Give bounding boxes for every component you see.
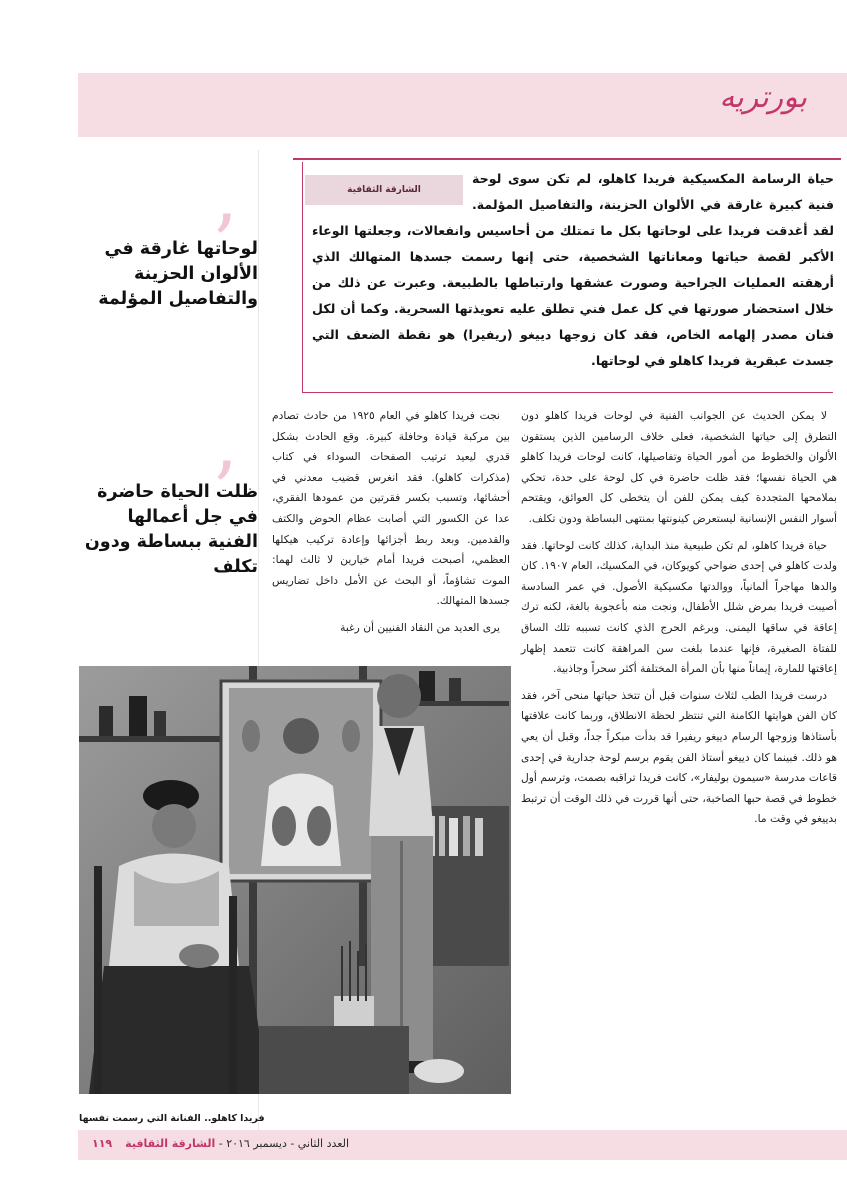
- article-paragraph: يرى العديد من النقاد الفنيين أن رغبة: [340, 620, 500, 634]
- quote-mark-icon: ’: [212, 446, 237, 536]
- intro-top-rule: [293, 158, 841, 160]
- footer-brand: الشارقة الثقافية: [125, 1137, 216, 1150]
- intro-paragraph: [312, 166, 834, 374]
- pull-quote-1: لوحاتها غارقة في الألوان الحزينة والتفاصيل المؤلمة: [98, 239, 258, 309]
- quote-mark-icon: ’: [212, 199, 237, 289]
- frida-kahlo-photo: [79, 666, 511, 1094]
- section-title: بورتريه: [719, 80, 807, 115]
- article-column-middle: [272, 406, 510, 645]
- photo-caption: فريدا كاهلو.. الفنانة التي رسمت نفسها: [79, 1113, 265, 1124]
- page-number: ١١٩: [92, 1137, 113, 1150]
- article-paragraph: لا يمكن الحديث عن الجوانب الفنية في لوحات فريدا كاهلو دون التطرق إلى حياتها الشخصية، فعلى خلاف الرسامين الذين يستقون الألوان والخطوط من أمور الحياة وتفاصيلها، كانت لوحات فريدا كاهلو هي الحياة نفسها؛ فقد ظلت حاضرة في كل لوحة على حدة، تحكي بملامحها المتجددة كيف يمكن للفن أن يتخطى كل العوائق، ويقتحم أسوار النفس الإنسانية ليستعرض كينونتها بمنتهى البساطة ودون تكلف.: [521, 409, 837, 525]
- magazine-badge: الشارقة الثقافية: [305, 175, 463, 205]
- footer-issue: العدد الثاني - ديسمبر ٢٠١٦ -: [218, 1137, 349, 1150]
- pull-quote-2: ظلت الحياة حاضرة في جل أعمالها الفنية ببساطة ودون تكلف: [84, 482, 258, 577]
- article-column-right: [521, 406, 837, 836]
- intro-text: حياة الرسامة المكسيكية فريدا كاهلو، لم تكن سوى لوحة فنية كبيرة غارقة في الألوان الحزينة، والتفاصيل المؤلمة. لقد أغدقت فريدا على لوحاتها بكل ما تمتلك من أحاسيس وانفعالات، وجعلتها الوعاء الأكبر لقصة حياتها ومعاناتها الشخصية، حتى إنها رسمت جسدها المتهالك الذي أرهقته العمليات الجراحية وصورت عشقها وارتباطها بالطبيعة. وعبرت عن ذلك من خلال استحضار صورتها في كل عمل فني تطلق عليه تعويذتها السحرية. وكما أن لكل فنان مصدر إلهامه الخاص، فقد كان زوجها دييغو (ريفيرا) هو نقطة الضعف التي جسدت عبقرية فريدا كاهلو في لوحاتها.: [312, 171, 834, 368]
- footer: [92, 1137, 349, 1150]
- article-paragraph: نجت فريدا كاهلو في العام ١٩٢٥ من حادث تصادم بين مركبة قيادة وحافلة كبيرة. وقع الحادث بشكل قدري ليعيد ترتيب الصفحات السوداء في كتاب (مذكرات كاهلو). فقد انغرس قضيب معدني في أحشائها، وتسبب بكسر فقرتين من عمودها الفقري، عدا عن الكسور التي أصابت عظام الحوض والكتف والقدمين. وبعد ربط أجزائها وإعادة تركيب هيكلها العظمي، أصبحت فريدا أمام خيارين لا ثالث لهما: الموت تشاؤماً، أو البحث عن الأمل داخل تضاريس جسدها المتهالك.: [272, 409, 510, 608]
- article-paragraph: درست فريدا الطب لثلاث سنوات قبل أن تتخذ حياتها منحى آخر، فقد كان الفن هوايتها الكامنة التي تنتظر لحظة الانطلاق، وربما كانت علاقتها بأستاذها وزوجها الرسام دييغو ريفيرا قد بدأت مبكراً جداً، وقبل أن يعي هو ذلك. فبينما كان دييغو أستاذ الفن يقوم برسم لوحة جدارية في إحدى قاعات مدرسة «سيمون بوليفار»، كانت فريدا تراقبه بصمت، وترسم أول خطوط في قصة حبها الصاخبة، حتى أنها قررت في ذلك الوقت أن ترتبط بدييغو في وقت ما.: [521, 688, 837, 826]
- photo-illustration: [79, 666, 511, 1094]
- article-paragraph: حياة فريدا كاهلو، لم تكن طبيعية منذ البداية، كذلك كانت لوحاتها. فقد ولدت كاهلو في إحدى ضواحي كويوكان، في المكسيك، العام ١٩٠٧. كان والدها مهاجراً ألمانياً، ووالدتها مكسيكية الأصول. في عمر السادسة أصيبت فريدا بمرض شلل الأطفال، ونجت منه بأعجوبة بالغة، لكنه ترك إعاقة في ساقها اليمنى. وبرغم الحرج الذي كانت تسببه تلك الساق للفتاة الصغيرة، فإنها عندما بلغت سن المراهقة كانت تتعمد إظهار إعاقتها للمارة، إيماناً منها بأن المرأة المختلفة أكثر سحراً وجاذبية.: [521, 538, 837, 676]
